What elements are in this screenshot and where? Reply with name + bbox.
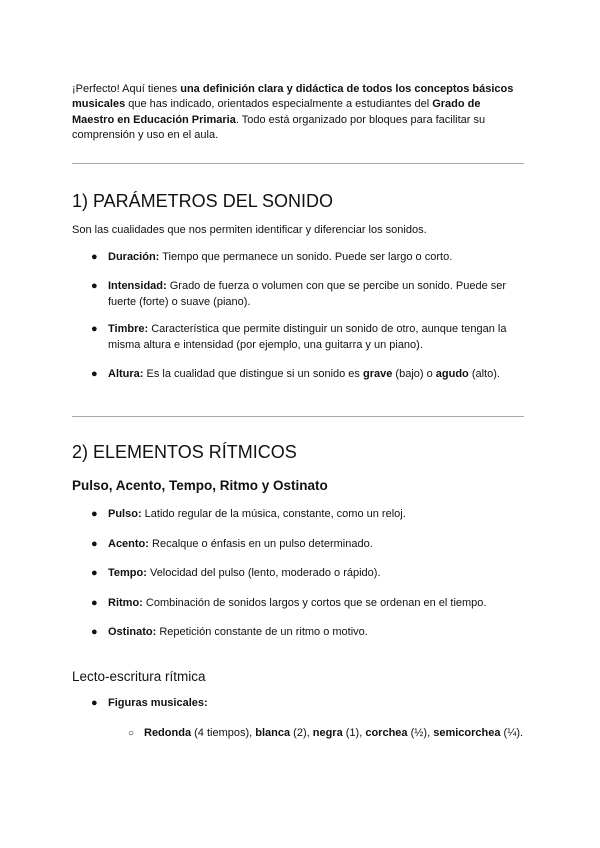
- item-term: Ostinato:: [108, 626, 157, 638]
- list-item-tempo: [91, 566, 528, 582]
- intro-bold: Grado de Maestro en Educación Primaria: [72, 98, 481, 126]
- list-item-ostinato: [91, 625, 528, 641]
- bullet-icon: ●: [91, 368, 98, 380]
- section-title-elementos-ritmicos: 2) ELEMENTOS RÍTMICOS: [72, 442, 297, 462]
- item-text: (½),: [407, 727, 434, 739]
- item-text: Característica que permite distinguir un sonido de otro, aunque tengan la misma altura e intensidad (por ejemplo, una guitarra y un piano).: [108, 323, 507, 351]
- item-text: (¼).: [500, 727, 524, 739]
- intro-text: que has indicado, orientados especialmente a estudiantes del: [125, 98, 433, 111]
- item-term: Acento:: [108, 538, 149, 550]
- subsection-title-pulso: Pulso, Acento, Tempo, Ritmo y Ostinato: [72, 478, 328, 493]
- bullet-icon: ●: [91, 626, 98, 638]
- item-text: (1),: [342, 727, 366, 739]
- item-term: Duración:: [108, 251, 160, 263]
- list-item-altura: [91, 367, 528, 383]
- intro-bold: una definición clara y didáctica de todos los conceptos básicos musicales: [72, 83, 514, 111]
- item-text: Combinación de sonidos largos y cortos que se ordenan en el tiempo.: [142, 597, 487, 609]
- section-intro: Son las cualidades que nos permiten identificar y diferenciar los sonidos.: [72, 224, 427, 236]
- item-text: (alto).: [468, 368, 500, 380]
- item-text: (bajo) o: [392, 368, 436, 380]
- item-text: (2),: [290, 727, 313, 739]
- item-text: Velocidad del pulso (lento, moderado o rápido).: [146, 567, 381, 579]
- item-text: (4 tiempos),: [191, 727, 256, 739]
- list-item-acento: [91, 537, 528, 553]
- item-bold: semicorchea: [433, 727, 501, 739]
- list-item-timbre: [91, 322, 528, 353]
- item-bold: corchea: [365, 727, 408, 739]
- intro-text: . Todo está organizado por bloques para facilitar su comprensión y uso en el aula.: [72, 113, 486, 142]
- list-item-figuras: [91, 696, 528, 712]
- item-bold: grave: [363, 368, 393, 380]
- item-term: Tempo:: [108, 567, 147, 579]
- item-bold: blanca: [255, 727, 291, 739]
- subsection-title-lecto-escritura: Lecto-escritura rítmica: [72, 669, 206, 684]
- horizontal-divider: [72, 416, 524, 417]
- item-term: Intensidad:: [108, 280, 167, 292]
- horizontal-divider: [72, 163, 524, 164]
- intro-paragraph: [72, 82, 524, 144]
- sublist-item-figuras: [128, 726, 534, 742]
- item-term: Ritmo:: [108, 597, 143, 609]
- item-bold: agudo: [435, 368, 469, 380]
- bullet-icon: ●: [91, 697, 98, 709]
- item-term: Pulso:: [108, 508, 142, 520]
- bullet-icon: ●: [91, 567, 98, 579]
- list-item-pulso: [91, 507, 528, 523]
- list-item-duracion: [91, 250, 528, 266]
- list-item-intensidad: [91, 279, 528, 310]
- item-bold: Redonda: [144, 727, 192, 739]
- bullet-icon: ●: [91, 251, 98, 263]
- intro-text: ¡Perfecto! Aquí tienes: [72, 83, 181, 95]
- bullet-icon: ●: [91, 538, 98, 550]
- item-text: Es la cualidad que distingue si un sonido es: [143, 368, 363, 380]
- bullet-icon: ●: [91, 323, 98, 335]
- item-text: Grado de fuerza o volumen con que se percibe un sonido. Puede ser fuerte (forte) o suave (piano).: [108, 280, 507, 308]
- bullet-icon: ●: [91, 508, 98, 520]
- item-text: Latido regular de la música, constante, como un reloj.: [141, 508, 406, 520]
- item-text: Repetición constante de un ritmo o motivo.: [156, 626, 368, 638]
- item-text: Tiempo que permanece un sonido. Puede ser largo o corto.: [159, 251, 453, 263]
- item-term: Timbre:: [108, 323, 149, 335]
- item-term: Figuras musicales:: [108, 697, 208, 709]
- list-item-ritmo: [91, 596, 528, 612]
- item-term: Altura:: [108, 368, 144, 380]
- circle-bullet-icon: ○: [128, 728, 135, 739]
- item-bold: negra: [312, 727, 343, 739]
- section-title-parametros: 1) PARÁMETROS DEL SONIDO: [72, 191, 334, 211]
- bullet-icon: ●: [91, 597, 98, 609]
- item-text: Recalque o énfasis en un pulso determinado.: [148, 538, 373, 550]
- bullet-icon: ●: [91, 280, 98, 292]
